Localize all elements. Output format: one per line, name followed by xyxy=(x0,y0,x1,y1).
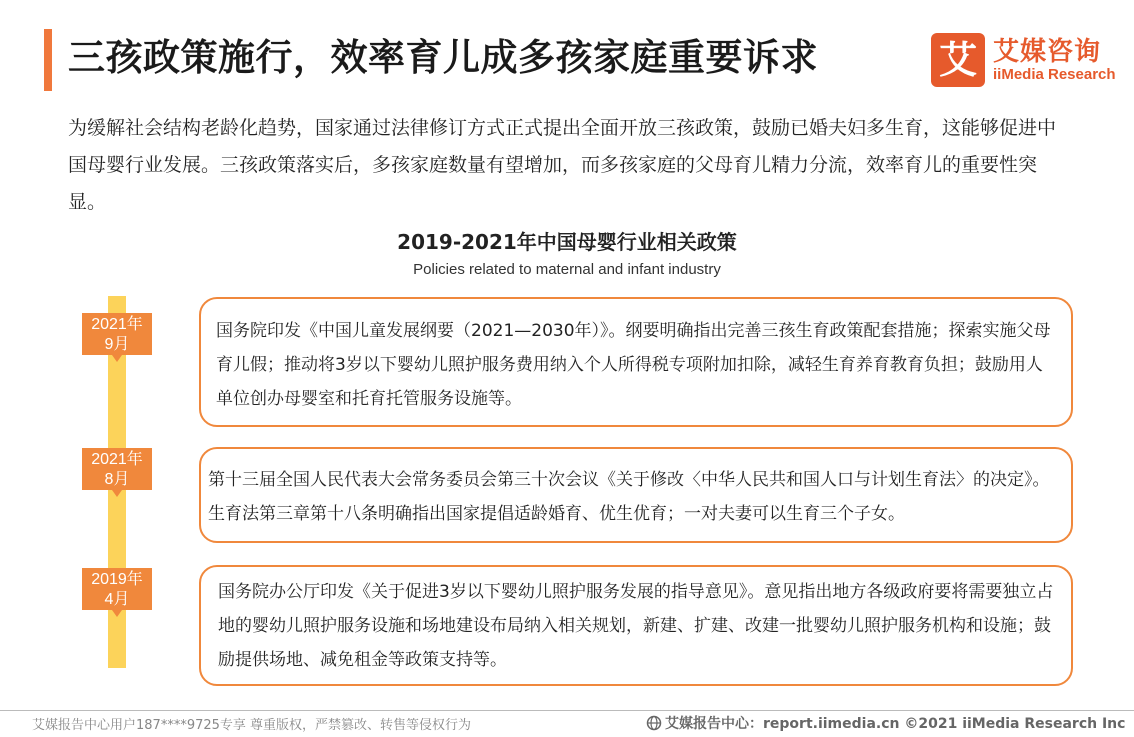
timeline-subtitle: Policies related to maternal and infant industry xyxy=(413,261,721,278)
date-tag-2019-04 xyxy=(82,568,152,612)
footer-copyright-notice: 艾媒报告中心用户187****9725专享 尊重版权，严禁篡改、转售等侵权行为 xyxy=(32,718,472,733)
date-tag-year: 2021年 xyxy=(91,316,143,333)
policy-card-1 xyxy=(199,297,1073,427)
policy-card-3 xyxy=(199,565,1073,686)
logo-chinese-name: 艾媒咨询 xyxy=(993,37,1102,67)
date-tag-month: 8月 xyxy=(104,471,130,488)
footer-divider xyxy=(0,710,1134,711)
logo-english-name: iiMedia Research xyxy=(993,66,1116,83)
title-accent-bar xyxy=(44,29,52,91)
timeline-title: 2019-2021年中国母婴行业相关政策 xyxy=(397,230,737,254)
date-tag-month: 9月 xyxy=(104,336,130,353)
intro-paragraph: 为缓解社会结构老龄化趋势，国家通过法律修订方式正式提出全面开放三孩政策，鼓励已婚夫妇多生育，这能够促进中国母婴行业发展。三孩政策落实后，多孩家庭数量有望增加，而多孩家庭的父母育儿精力分流，效率育儿的重要性突显。 xyxy=(68,117,1057,213)
logo-mark-icon: 艾 xyxy=(931,33,985,87)
policy-card-text: 第十三届全国人民代表大会常务委员会第三十次会议《关于修改〈中华人民共和国人口与计划生育法〉的决定》。生育法第三章第十八条明确指出国家提倡适龄婚育、优生优育；一对夫妻可以生育三个子女。 xyxy=(208,470,1050,524)
page-title: 三孩政策施行，效率育儿成多孩家庭重要诉求 xyxy=(68,36,818,79)
policy-card-text: 国务院印发《中国儿童发展纲要（2021—2030年）》。纲要明确指出完善三孩生育政策配套措施；探索实施父母育儿假；推动将3岁以下婴幼儿照护服务费用纳入个人所得税专项附加扣除，减轻生育养育教育负担；鼓励用人单位创办母婴室和托育托管服务设施等。 xyxy=(216,321,1051,409)
policy-card-2 xyxy=(199,447,1073,543)
date-tag-year: 2021年 xyxy=(91,451,143,468)
date-tag-month: 4月 xyxy=(104,591,130,608)
iimedia-logo xyxy=(931,33,1121,89)
date-tag-2021-09 xyxy=(82,313,152,357)
date-tag-year: 2019年 xyxy=(91,571,143,588)
footer-source-text: 艾媒报告中心：report.iimedia.cn ©2021 iiMedia Research Inc xyxy=(665,716,1126,732)
policy-card-text: 国务院办公厅印发《关于促进3岁以下婴幼儿照护服务发展的指导意见》。意见指出地方各级政府要将需要独立占地的婴幼儿照护服务设施和场地建设布局纳入相关规划，新建、扩建、改建一批婴幼儿照护服务机构和设施；鼓励提供场地、减免租金等政策支持等。 xyxy=(218,582,1054,670)
date-tag-2021-08 xyxy=(82,448,152,492)
footer-source xyxy=(646,713,1125,733)
globe-icon xyxy=(646,715,662,731)
